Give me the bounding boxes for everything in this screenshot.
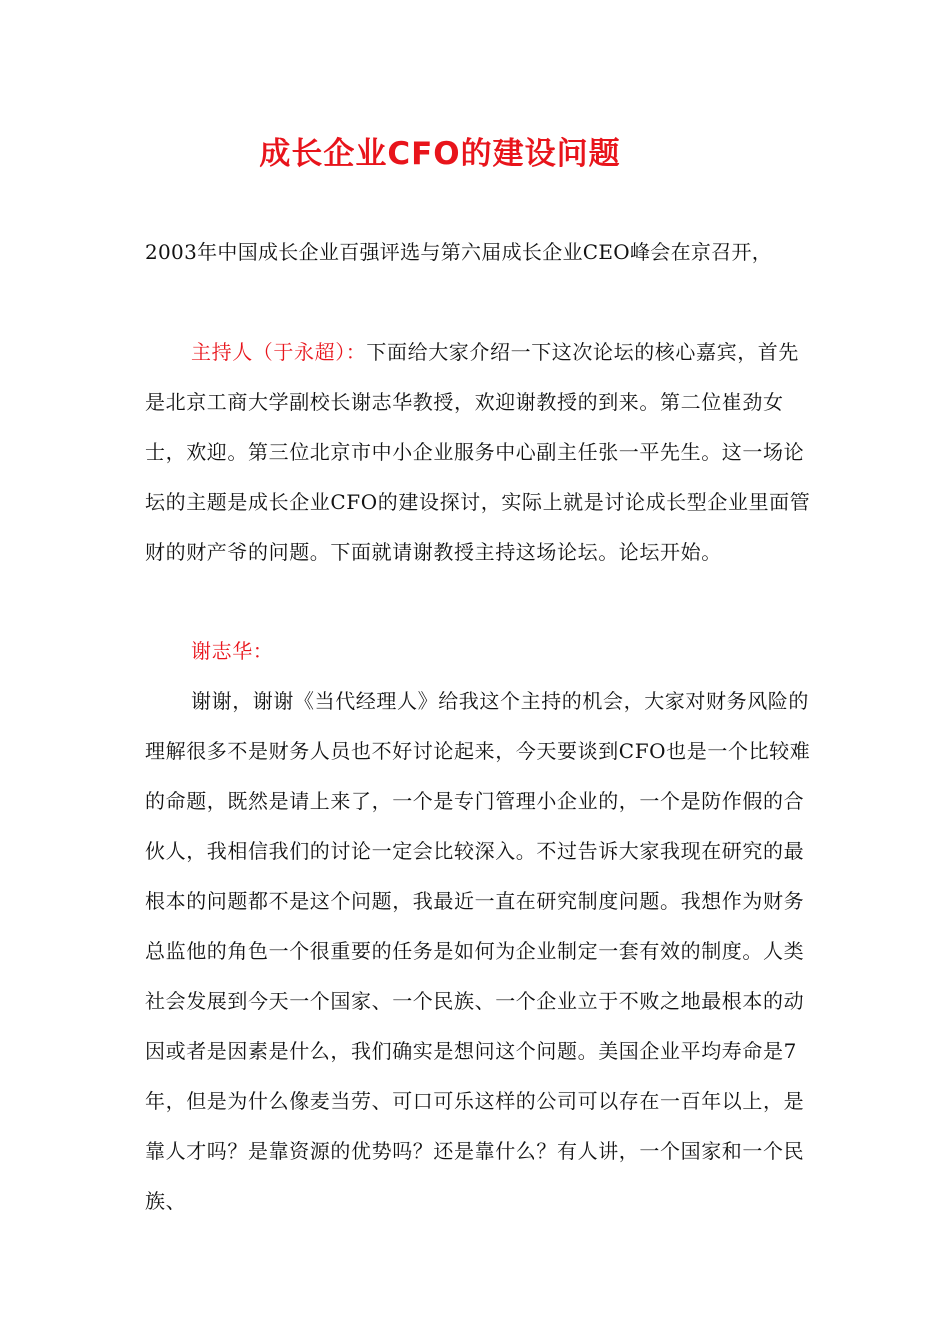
speaker-paragraph: 谢谢，谢谢《当代经理人》给我这个主持的机会，大家对财务风险的理解很多不是财务人员也不好讨论起来，今天要谈到CFO也是一个比较难的命题，既然是请上来了，一个是专门管理小企业的，一个是防作假的合伙人，我相信我们的讨论一定会比较深入。不过告诉大家我现在研究的最根本的问题都不是这个问题，我最近一直在研究制度问题。我想作为财务总监他的角色一个很重要的任务是如何为企业制定一套有效的制度。人类社会发展到今天一个国家、一个民族、一个企业立于不败之地最根本的动因或者是因素是什么，我们确实是想问这个问题。美国企业平均寿命是7年，但是为什么像麦当劳、可口可乐这样的公司可以存在一百年以上，是靠人才吗？是靠资源的优势吗？还是靠什么？有人讲，一个国家和一个民族、 [145,689,811,1213]
host-text: 下面给大家介绍一下这次论坛的核心嘉宾，首先是北京工商大学副校长谢志华教授，欢迎谢教授的到来。第二位崔劲女士，欢迎。第三位北京市中小企业服务中心副主任张一平先生。这一场论坛的主题是成长企业CFO的建设探讨，实际上就是讨论成长型企业里面管财的财产爷的问题。下面就请谢教授主持这场论坛。论坛开始。 [145,340,811,564]
document-title: 成长企业CFO的建设问题 [259,136,621,172]
speaker-label: 谢志华： [191,639,274,663]
host-paragraph [145,327,815,577]
host-label: 主持人（于永超）： [191,340,367,364]
intro-line: 2003年中国成长企业百强评选与第六届成长企业CEO峰会在京召开， [145,240,773,264]
